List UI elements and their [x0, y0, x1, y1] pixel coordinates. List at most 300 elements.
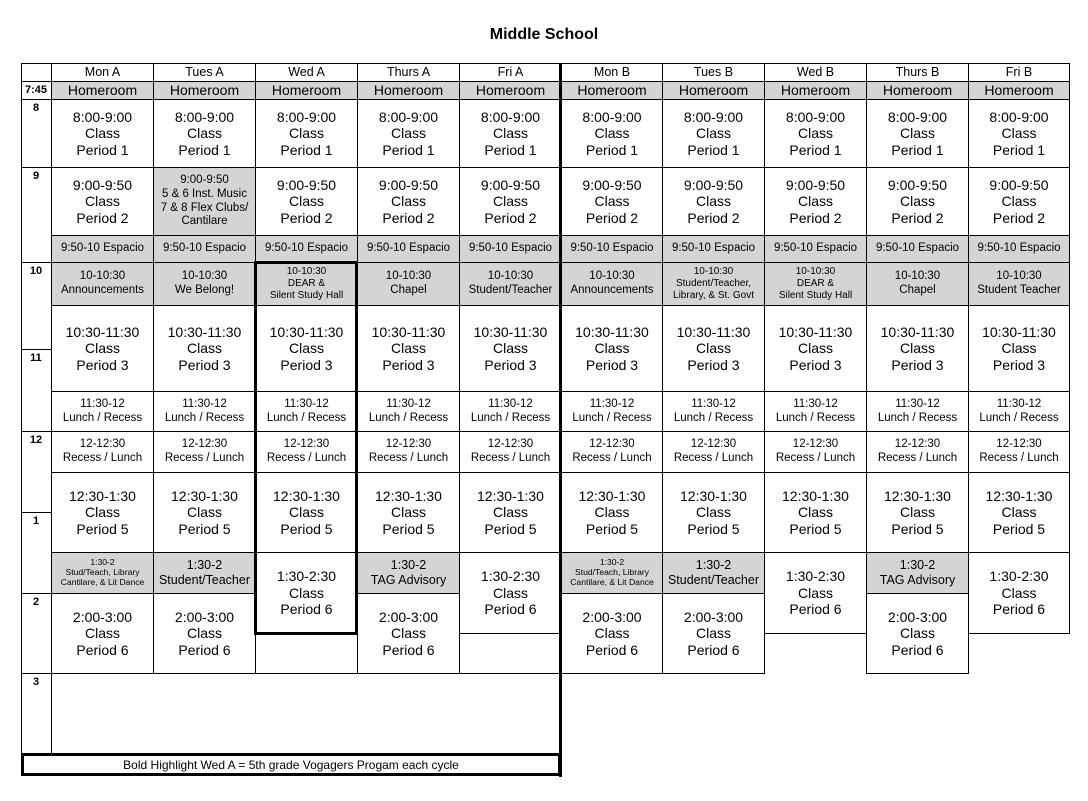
- cell-line: 10:30-11:30: [167, 323, 242, 340]
- cell-line: 11:30-12: [589, 397, 635, 410]
- schedule-cell: [662, 99, 765, 168]
- schedule-cell: [51, 167, 154, 236]
- cell-line: Period 1: [382, 141, 435, 158]
- cell-line: Recess / Lunch: [368, 452, 449, 464]
- cell-line: Period 1: [280, 141, 333, 158]
- schedule-cell: [255, 431, 358, 473]
- cell-line: 10-10:30: [79, 270, 126, 283]
- cell-line: 9:00-9:50: [887, 176, 948, 193]
- cell-line: We Belong!: [174, 284, 235, 296]
- cell-line: 9:00-9:50: [582, 176, 642, 193]
- cell-line: 9:50-10 Espacio: [773, 242, 858, 255]
- schedule-cell: [968, 167, 1070, 236]
- cell-line: 10-10:30: [385, 270, 432, 283]
- cell-line: Period 5: [76, 520, 129, 537]
- cell-line: 9:00-9:50: [276, 176, 337, 193]
- cell-line: Period 3: [891, 356, 944, 373]
- hour-label: 12: [29, 434, 43, 446]
- cell-line: 10:30-11:30: [676, 323, 751, 340]
- cell-line: Class: [492, 193, 528, 210]
- cell-line: Class: [390, 125, 426, 142]
- cell-line: Homeroom: [984, 82, 1054, 99]
- cell-line: Class: [1001, 340, 1037, 357]
- cell-line: Class: [390, 340, 426, 357]
- cell-line: Period 3: [585, 356, 639, 373]
- cell-line: Period 1: [178, 141, 231, 158]
- schedule-cell: [51, 81, 154, 100]
- cell-line: Class: [797, 340, 833, 357]
- schedule-cell: [866, 305, 969, 392]
- cell-line: Period 6: [280, 601, 333, 618]
- cell-line: Lunch / Recess: [164, 411, 245, 424]
- cell-line: 12-12:30: [894, 438, 941, 451]
- cell-line: 12-12:30: [385, 438, 432, 451]
- schedule-cell: [357, 262, 460, 306]
- cell-line: Period 3: [382, 356, 435, 373]
- schedule-cell: [51, 552, 154, 594]
- schedule-cell: [153, 167, 256, 236]
- cell-line: Class: [492, 504, 528, 521]
- cell-line: Period 5: [891, 520, 944, 537]
- cell-line: Silent Study Hall: [778, 289, 853, 301]
- cell-line: 5 & 6 Inst. Music: [161, 187, 247, 200]
- cell-line: Class: [594, 193, 630, 210]
- schedule-cell: [459, 99, 562, 168]
- schedule-cell: [459, 235, 562, 263]
- cell-line: 1:30-2:30: [276, 568, 337, 585]
- cell-line: Period 6: [789, 601, 842, 618]
- cell-line: Silent Study Hall: [269, 289, 344, 301]
- schedule-cell: [459, 552, 562, 634]
- cell-line: Homeroom: [882, 82, 953, 99]
- cell-line: 12:30-1:30: [578, 487, 646, 504]
- cell-line: 7 & 8 Flex Clubs/: [160, 201, 249, 214]
- schedule-cell: [764, 552, 867, 634]
- cell-line: 11:30-12: [996, 397, 1042, 410]
- schedule-cell: [459, 305, 562, 392]
- cell-line: Class: [186, 504, 222, 521]
- day-header: Wed B: [764, 63, 867, 82]
- cell-line: Class: [695, 504, 731, 521]
- schedule-cell: [153, 552, 256, 594]
- hour-label: 10: [29, 265, 43, 277]
- cell-line: Period 2: [992, 209, 1046, 226]
- cell-line: 9:50-10 Espacio: [162, 242, 247, 255]
- schedule-cell: [51, 431, 154, 473]
- cell-line: Recess / Lunch: [877, 452, 958, 464]
- cell-line: Homeroom: [577, 82, 647, 99]
- cell-line: 11:30-12: [284, 397, 329, 410]
- schedule-cell: [968, 552, 1070, 634]
- cell-line: 9:00-9:50: [72, 176, 133, 193]
- page-title: Middle School: [489, 26, 599, 43]
- cell-line: Class: [1001, 193, 1037, 210]
- cell-line: 9:00-9:50: [785, 176, 846, 193]
- cell-line: Period 2: [585, 209, 639, 226]
- cell-line: 1:30-2:30: [785, 568, 846, 585]
- schedule-cell: [255, 305, 358, 392]
- schedule-cell: [255, 235, 358, 263]
- cell-line: Homeroom: [67, 82, 138, 99]
- cell-line: Cantilare, & Lit Dance: [60, 576, 145, 587]
- cell-line: Cantilare, & Lit Dance: [570, 576, 654, 587]
- cell-line: 12-12:30: [181, 438, 228, 451]
- hour-label: 9: [32, 170, 40, 182]
- cell-line: 11:30-12: [488, 397, 533, 410]
- cell-line: Homeroom: [169, 82, 240, 99]
- cell-line: Cantilare: [181, 215, 228, 228]
- cell-line: Period 1: [687, 141, 740, 158]
- schedule-cell: [866, 262, 969, 306]
- schedule-cell: [662, 391, 765, 432]
- hour-label: 1: [32, 515, 40, 527]
- schedule-cell: [561, 262, 663, 306]
- schedule-cell: [51, 235, 154, 263]
- schedule-cell: [153, 472, 256, 553]
- schedule-cell: [866, 552, 969, 594]
- cell-line: Stud/Teach, Library: [574, 567, 650, 578]
- cell-line: Class: [186, 625, 222, 642]
- cell-line: Period 6: [585, 641, 639, 658]
- cell-line: 9:50-10 Espacio: [366, 242, 451, 255]
- cell-line: Class: [797, 584, 833, 601]
- schedule-cell: [764, 235, 867, 263]
- schedule-cell: [662, 552, 765, 594]
- cell-line: 8:00-9:00: [174, 108, 235, 125]
- schedule-cell: [662, 235, 765, 263]
- cell-line: 9:00-9:50: [180, 174, 229, 187]
- cell-line: 9:50-10 Espacio: [977, 242, 1061, 255]
- cell-line: 12:30-1:30: [273, 487, 340, 504]
- cell-line: Class: [288, 193, 324, 210]
- schedule-cell: [153, 305, 256, 392]
- schedule-cell: [357, 81, 460, 100]
- cell-line: Student/Teacher: [667, 573, 760, 587]
- schedule-cell: [357, 472, 460, 553]
- cell-line: Period 3: [76, 356, 129, 373]
- schedule-cell: [764, 167, 867, 236]
- schedule-cell: [764, 262, 867, 306]
- day-header: Wed A: [255, 63, 358, 82]
- schedule-cell: [51, 391, 154, 432]
- cell-line: Class: [84, 340, 120, 357]
- cell-line: 10-10:30: [996, 270, 1042, 283]
- cell-line: Class: [492, 584, 528, 601]
- cell-line: Class: [797, 193, 833, 210]
- cell-line: 8:00-9:00: [378, 108, 439, 125]
- cell-line: 9:50-10 Espacio: [570, 242, 654, 255]
- cell-line: 12:30-1:30: [477, 487, 544, 504]
- cell-line: Class: [186, 125, 222, 142]
- day-header: Thurs B: [866, 63, 969, 82]
- schedule-cell: [764, 81, 867, 100]
- cell-line: 12-12:30: [487, 438, 534, 451]
- schedule-cell: [255, 391, 358, 432]
- cell-line: Student Teacher: [977, 284, 1061, 296]
- afternoon-block: [51, 673, 561, 754]
- cell-line: Class: [1001, 125, 1037, 142]
- cell-line: 9:00-9:50: [683, 176, 744, 193]
- cell-line: Period 1: [891, 141, 944, 158]
- cell-line: Period 2: [382, 209, 435, 226]
- schedule-cell: [561, 235, 663, 263]
- schedule-cell: [459, 391, 562, 432]
- cell-line: Period 3: [178, 356, 231, 373]
- schedule-cell: [764, 472, 867, 553]
- cell-line: Stud/Teach, Library: [65, 567, 140, 578]
- cell-line: Homeroom: [475, 82, 546, 99]
- schedule-cell: [968, 431, 1070, 473]
- schedule-cell: [357, 167, 460, 236]
- cell-line: Period 2: [280, 209, 333, 226]
- cell-line: Period 6: [687, 641, 740, 658]
- schedule-cell: [968, 391, 1070, 432]
- cell-line: Period 5: [280, 520, 333, 537]
- schedule-cell: [561, 81, 663, 100]
- schedule-cell: [255, 99, 358, 168]
- cell-line: 2:00-3:00: [683, 608, 744, 625]
- cell-line: 2:00-3:00: [887, 608, 948, 625]
- cell-line: Period 2: [76, 209, 129, 226]
- schedule-cell: [153, 593, 256, 674]
- cell-line: 11:30-12: [386, 397, 431, 410]
- cell-line: 8:00-9:00: [887, 108, 948, 125]
- schedule-cell: [968, 235, 1070, 263]
- hour-label: 2: [32, 596, 40, 608]
- schedule-cell: [561, 99, 663, 168]
- schedule-cell: [51, 305, 154, 392]
- cell-line: Class: [797, 125, 833, 142]
- schedule-cell: [968, 305, 1070, 392]
- cell-line: 10-10:30: [286, 266, 327, 278]
- schedule-cell: [459, 431, 562, 473]
- cell-line: Period 2: [687, 209, 740, 226]
- cell-line: 10:30-11:30: [575, 323, 649, 340]
- schedule-cell: [561, 593, 663, 674]
- cell-line: TAG Advisory: [879, 573, 956, 587]
- cell-line: Lunch / Recess: [673, 411, 754, 424]
- schedule-cell: [866, 99, 969, 168]
- cell-line: Lunch / Recess: [266, 411, 347, 424]
- cell-line: Recess / Lunch: [266, 452, 347, 464]
- cell-line: 11:30-12: [80, 397, 125, 410]
- schedule-cell: [968, 262, 1070, 306]
- hour-label: 8: [32, 102, 40, 114]
- schedule-cell: [255, 552, 358, 634]
- cell-line: Student/Teacher: [468, 284, 553, 296]
- cell-line: 8:00-9:00: [480, 108, 541, 125]
- schedule-cell: [764, 431, 867, 473]
- cell-line: Period 1: [585, 141, 639, 158]
- schedule-cell: [153, 391, 256, 432]
- cell-line: 12:30-1:30: [171, 487, 238, 504]
- cell-line: Chapel: [899, 284, 936, 296]
- cell-line: 1:30-2: [695, 558, 732, 573]
- schedule-cell: [866, 431, 969, 473]
- cell-line: 2:00-3:00: [72, 608, 133, 625]
- schedule-cell: [153, 99, 256, 168]
- cell-line: 11:30-12: [691, 397, 736, 410]
- cell-line: Class: [390, 193, 426, 210]
- day-header: Fri A: [459, 63, 562, 82]
- schedule-cell: [866, 472, 969, 553]
- schedule-cell: [866, 167, 969, 236]
- schedule-cell: [51, 472, 154, 553]
- schedule-cell: [561, 431, 663, 473]
- cell-line: Class: [594, 504, 630, 521]
- schedule-cell: [255, 472, 358, 553]
- cell-line: Recess / Lunch: [572, 452, 652, 464]
- cell-line: 10:30-11:30: [65, 323, 140, 340]
- cell-line: Class: [288, 340, 324, 357]
- cell-line: 12:30-1:30: [69, 487, 136, 504]
- cell-line: DEAR &: [796, 278, 835, 290]
- cell-line: Period 5: [178, 520, 231, 537]
- cell-line: Period 3: [280, 356, 333, 373]
- cell-line: Period 5: [992, 520, 1046, 537]
- schedule-cell: [968, 472, 1070, 553]
- cell-line: Period 2: [789, 209, 842, 226]
- cell-line: Class: [492, 125, 528, 142]
- cell-line: Lunch / Recess: [572, 411, 652, 424]
- cell-line: Period 1: [992, 141, 1046, 158]
- schedule-cell: [662, 593, 765, 674]
- schedule-cell: [357, 305, 460, 392]
- cell-line: 10:30-11:30: [982, 323, 1056, 340]
- cell-line: Period 6: [382, 641, 435, 658]
- hour-label: 7:45: [24, 84, 48, 96]
- schedule-cell: [255, 167, 358, 236]
- cell-line: Class: [288, 504, 324, 521]
- cell-line: 9:50-10 Espacio: [264, 242, 349, 255]
- cell-line: Class: [899, 340, 935, 357]
- hour-label: 3: [32, 676, 40, 688]
- schedule-cell: [255, 81, 358, 100]
- cell-line: Class: [288, 125, 324, 142]
- cell-line: Period 6: [992, 601, 1046, 618]
- cell-line: 12-12:30: [996, 438, 1042, 451]
- cell-line: Class: [797, 504, 833, 521]
- cell-line: Chapel: [390, 284, 427, 296]
- cell-line: 1:30-2: [899, 558, 936, 573]
- schedule-cell: [357, 593, 460, 674]
- schedule-cell: [764, 99, 867, 168]
- schedule-cell: [459, 81, 562, 100]
- cell-line: Period 3: [992, 356, 1046, 373]
- schedule-cell: [153, 262, 256, 306]
- cell-line: 1:30-2: [390, 558, 427, 573]
- schedule-cell: [662, 262, 765, 306]
- schedule-cell: [764, 391, 867, 432]
- schedule-cell: [561, 552, 663, 594]
- week-divider: [559, 63, 562, 777]
- cell-line: Recess / Lunch: [979, 452, 1059, 464]
- cell-line: Period 5: [585, 520, 639, 537]
- cell-line: 12-12:30: [283, 438, 330, 451]
- schedule-cell: [968, 81, 1070, 100]
- cell-line: TAG Advisory: [370, 573, 447, 587]
- schedule-cell: [662, 305, 765, 392]
- cell-line: 10-10:30: [693, 266, 734, 278]
- cell-line: 9:50-10 Espacio: [60, 242, 145, 255]
- cell-line: Period 5: [687, 520, 740, 537]
- cell-line: Class: [84, 504, 120, 521]
- cell-line: Class: [899, 125, 935, 142]
- cell-line: 8:00-9:00: [276, 108, 337, 125]
- cell-line: 12:30-1:30: [884, 487, 951, 504]
- cell-line: 10:30-11:30: [778, 323, 853, 340]
- cell-line: 2:00-3:00: [582, 608, 642, 625]
- cell-line: Class: [899, 625, 935, 642]
- legend-note: Bold Highlight Wed A = 5th grade Vogagers Progam each cycle: [21, 753, 561, 776]
- cell-line: Recess / Lunch: [164, 452, 245, 464]
- schedule-cell: [561, 305, 663, 392]
- cell-line: 12-12:30: [690, 438, 737, 451]
- cell-line: Class: [288, 584, 324, 601]
- cell-line: 1:30-2:30: [989, 568, 1049, 585]
- day-header: Thurs A: [357, 63, 460, 82]
- cell-line: Period 6: [76, 641, 129, 658]
- cell-line: Homeroom: [780, 82, 851, 99]
- schedule-cell: [662, 431, 765, 473]
- day-header: Fri B: [968, 63, 1070, 82]
- cell-line: Homeroom: [373, 82, 444, 99]
- cell-line: 2:00-3:00: [378, 608, 439, 625]
- cell-line: DEAR &: [287, 278, 326, 290]
- cell-line: Lunch / Recess: [470, 411, 551, 424]
- schedule-cell: [459, 472, 562, 553]
- cell-line: Homeroom: [271, 82, 342, 99]
- cell-line: 9:50-10 Espacio: [875, 242, 960, 255]
- schedule-cell: [561, 167, 663, 236]
- cell-line: 12:30-1:30: [985, 487, 1053, 504]
- day-header: Mon B: [561, 63, 663, 82]
- cell-line: 9:00-9:50: [378, 176, 439, 193]
- cell-line: Class: [594, 125, 630, 142]
- cell-line: Period 6: [891, 641, 944, 658]
- cell-line: 1:30-2: [186, 558, 223, 573]
- schedule-cell: [357, 391, 460, 432]
- cell-line: 8:00-9:00: [582, 108, 642, 125]
- cell-line: Class: [695, 340, 731, 357]
- cell-line: 9:50-10 Espacio: [468, 242, 553, 255]
- cell-line: Period 5: [484, 520, 537, 537]
- schedule-cell: [459, 262, 562, 306]
- schedule-cell: [357, 99, 460, 168]
- cell-line: Announcements: [570, 284, 654, 296]
- schedule-cell: [662, 472, 765, 553]
- cell-line: Recess / Lunch: [62, 452, 143, 464]
- day-header: Tues B: [662, 63, 765, 82]
- cell-line: 11:30-12: [895, 397, 940, 410]
- schedule-cell: [153, 431, 256, 473]
- schedule-cell: [662, 81, 765, 100]
- cell-line: 10:30-11:30: [371, 323, 446, 340]
- cell-line: 8:00-9:00: [683, 108, 744, 125]
- cell-line: 10-10:30: [795, 266, 836, 278]
- cell-line: 10-10:30: [894, 270, 941, 283]
- schedule-cell: [662, 167, 765, 236]
- cell-line: Period 2: [484, 209, 537, 226]
- cell-line: 11:30-12: [793, 397, 838, 410]
- cell-line: Period 1: [789, 141, 842, 158]
- cell-line: Library, & St. Govt: [673, 289, 754, 301]
- schedule-cell: [153, 235, 256, 263]
- cell-line: Class: [899, 504, 935, 521]
- schedule-cell: [357, 552, 460, 594]
- cell-line: Student/Teacher,: [675, 278, 752, 290]
- cell-line: Period 2: [891, 209, 944, 226]
